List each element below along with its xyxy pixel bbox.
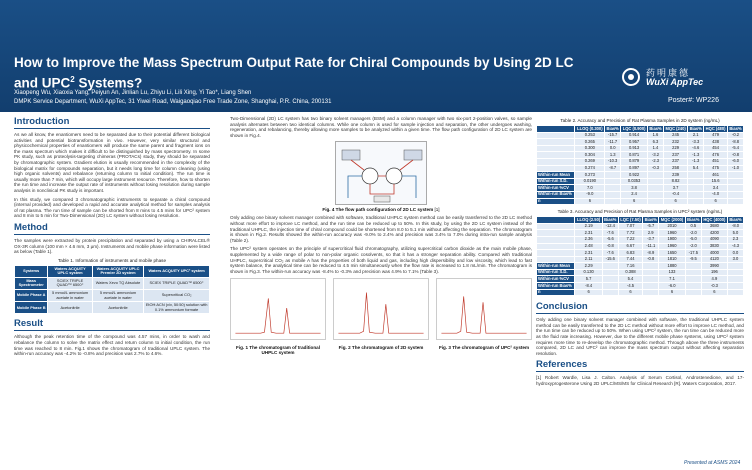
table-row: [537, 152, 744, 159]
table-cell: [688, 198, 704, 205]
table-cell: -7.6: [602, 250, 618, 257]
middle-column: [230, 116, 532, 355]
summary-label: n: [537, 289, 575, 296]
table-header-cell: Waters ACQUITY UPLC Premier 2D system: [92, 265, 143, 277]
table-row: [537, 223, 744, 230]
table-cell: Acetonitrile: [48, 302, 92, 314]
table-cell: 3830: [701, 243, 727, 250]
table-cell: [605, 191, 621, 198]
table-cell: [602, 263, 618, 270]
table-cell: 1960: [659, 230, 686, 237]
table-cell: -15.7: [605, 132, 621, 139]
table-cell: -0.8: [643, 256, 659, 263]
table-cell: -0.4: [663, 191, 687, 198]
table-cell: [605, 172, 621, 179]
table-cell: -5.6: [602, 236, 618, 243]
table-cell: [727, 198, 743, 205]
table-cell: 196: [701, 269, 727, 276]
table-cell: [685, 289, 701, 296]
conclusion-paragraph: Only adding one binary solvent manager combined with software, the traditional UHPLC system method can be easily transferred to the 2D LC method without more effort to improve LC method, and the run time can be reduced up to 50%. When using UPC² system, the run time can be reduced more as the fluid rate increasing. However, due to the different mobile phase systems, using UPC² system requires more time to re-develop the chromatographic method. Through above the three instruments compared, 2D LC and UPC² can improve the mass spectrum output without affecting separation resolution.: [536, 317, 744, 356]
table-cell: [727, 191, 743, 198]
table-cell: 461: [704, 172, 728, 179]
table-cell: [727, 276, 743, 283]
table-cell: 451: [704, 158, 728, 165]
table-cell: -17.5: [685, 250, 701, 257]
right-column: [536, 116, 744, 390]
table-cell: 2.36: [575, 236, 602, 243]
table-cell: 6.83: [618, 250, 643, 257]
table-cell: 0.253: [575, 132, 605, 139]
table-cell: -8.4: [575, 283, 602, 290]
table-cell: 2.9: [643, 230, 659, 237]
logo-english-text: WuXi AppTec: [646, 77, 704, 87]
table-cell: -1.0: [727, 165, 743, 172]
table-cell: 2.29: [575, 263, 602, 270]
introduction-heading: Introduction: [14, 116, 210, 129]
table-header-cell: Bias%: [606, 125, 619, 131]
table-cell: -6.0: [727, 158, 743, 165]
table-cell: 0.0: [605, 145, 621, 152]
table-header-cell: [537, 126, 575, 133]
table-cell: 0.897: [621, 165, 648, 172]
summary-label: Within-run Bias%: [537, 283, 575, 290]
table-cell: -15.6: [602, 256, 618, 263]
table-cell: [685, 276, 701, 283]
table-row: [537, 236, 744, 243]
result-paragraph: Although the peak retention time of the compound was 4.57 mins, in order to wash and rebalance the column to solve the matrix effect and return column to initial condition, the run time was reached to 8 min. Fig.1 shows the chromatogram of traditional UPLC system. The within-run accuracy was -4.2% to -0.8% and precision was 2.7% to 4.6%.: [14, 334, 210, 357]
introduction-paragraph-2: In this study, we compared 3 chromatographic instruments to separate a chiral compound (internal provided) and developed a rapid and accurate analytical method for samples analysis of rat plasma. The run time of sample can be shorted from 8 mins to 4.5 mins for UPC² system and 8 min to 5 min for Two-Dimensional (2D) LC system without losing resolution.: [14, 196, 210, 219]
table-cell: 2.1: [688, 132, 704, 139]
table-cell: 4090: [701, 236, 727, 243]
table-cell: Acetonitrile: [92, 302, 143, 314]
table-cell: 0.130: [575, 269, 602, 276]
table-cell: 4.9: [701, 276, 727, 283]
table-cell: 1650: [659, 250, 686, 257]
table-cell: [537, 152, 575, 159]
table-cell: -5.4: [727, 145, 743, 152]
table-cell: -0.3: [701, 283, 727, 290]
poster-title: How to Improve the Mass Spectrum Output Rate for Chiral Compounds by Using 2D LC and UPC$^2$ Systems?: [14, 55, 574, 91]
table-cell: 0.304: [575, 152, 605, 159]
table-cell: -0.8: [727, 152, 743, 159]
table-cell: -0.3: [648, 165, 664, 172]
table-cell: [537, 230, 575, 237]
fig1-caption: Fig. 1 The chromatogram of traditional UHPLC system: [236, 345, 320, 356]
table-cell: 5 mmol/L ammonium acetate in water: [92, 290, 143, 302]
table-cell: 6: [621, 198, 648, 205]
method-paragraph: The samples were extracted by protein precipitation and separated by using a CHIRALCEL® OX-3R column (100 mm × 4.6 mm, 3 μm). Instruments and mobile phase information were listed as below (Table 1).: [14, 237, 210, 255]
table-cell: 6: [575, 198, 605, 205]
table-cell: [648, 191, 664, 198]
table-cell: 0.913: [621, 145, 648, 152]
table-cell: 0.914: [621, 132, 648, 139]
table-cell: 1.4: [648, 145, 664, 152]
table-cell: -2.3: [648, 158, 664, 165]
table-cell: 237: [663, 152, 687, 159]
table-cell: -4.5: [618, 283, 643, 290]
fig3-caption: Fig. 3 The chromatogram of UPC² system: [438, 345, 530, 351]
table-cell: 239: [663, 172, 687, 179]
table-header-cell: LLOQ (0.300): [575, 126, 605, 133]
table-cell: [727, 269, 743, 276]
summary-row: [537, 172, 744, 179]
table-cell: -1.3: [688, 158, 704, 165]
table-cell: -4.6: [688, 145, 704, 152]
upc2-paragraph: The UPC² system operates on the principle of supercritical fluid chromatography, utilizing supercritical carbon dioxide as the main mobile phase, supplemented by a wide range of polar to non-polar organic cosolvents, so that it has a stronger separation ability. Compared with traditional UHPLC, supercritical CO₂ as mobile A has the properties of both liquid and gas, including high dispersibility and low viscosity, which lead to fast system balance, the analytical time can be reduced to 4.5 min simultaneously when the flow rate is increased to 1.8 mL/min. The chromatogram is shown in Fig.3. The within-run accuracy was -8.4% to -0.3% and precision was 4.9% to 7.1% (Table 3).: [230, 246, 532, 274]
2d-lc-results-paragraph: Only adding one binary solvent manager combined with software, traditional UHPLC system method can be easily transferred to the 2D LC method without more effort to improve LC method, and the run time can be reduced up to 50%. In this study, by using the 2D LC system instead of the traditional UHPLC, the injection time of chiral compound could be shortened from 8.0 to 5.1 min without affecting the separation. The chromatogram is shown in Fig.2. Results showed the within-run accuracy was -9.0% to 2.4% and precision was 3.4% to 7.0% during intra-run sample analysis (Table 2).: [230, 215, 532, 243]
table-cell: 258: [663, 165, 687, 172]
table-row: [537, 145, 744, 152]
table-header-cell: Bias%: [649, 125, 662, 131]
table-header-cell: MQC (2000): [659, 217, 686, 224]
table-row: [15, 277, 210, 289]
row-header-cell: Mobile Phase A: [15, 290, 48, 302]
introduction-paragraph-1: As we all know, the enantiomers need to be separated due to their potential different biological activities and potential biotransformation in vivo. However, very similar structural and physicochemical properties of enantiomers will produce the same parent and fragment ions on the mass spectrum which makes it difficult to be distinguished by mass spectrometry. In some PK study, such as proteolysis-targeting chimeras (PROTACs) study, they should be separated by chromatographic system. Gradient elution is usually recommended in the complexity of the biological matrix for compounds separation, but it needs long time for column cleaning (using high organic solvents) and rebalance (returning column to initial condition). The run time is usually more than 7 min, which will occupy large instrument resource. Therefore, how to shorten the run time and increase the output rate of instruments without losing resolution during sample analysis in nonclinical PK study is important.: [14, 132, 210, 193]
summary-row: [537, 191, 744, 198]
table-cell: 7.07: [618, 223, 643, 230]
table-cell: -5.0: [685, 236, 701, 243]
table-cell: -2.0: [685, 243, 701, 250]
fig3-chromatogram: [436, 278, 532, 355]
table2-caption: Table 2. Accuracy and Precision of Rat Plasma Samples in 2D system (ng/mL): [560, 118, 720, 123]
header-banner: [0, 0, 752, 112]
table-cell: -4.3: [727, 243, 743, 250]
table-cell: [537, 132, 575, 139]
table-cell: 476: [704, 152, 728, 159]
table-header-cell: Bias%: [604, 216, 617, 222]
footer-note: Presented at ASMS 2024: [684, 460, 741, 466]
table-cell: 1900: [659, 236, 686, 243]
summary-row: [537, 276, 744, 283]
table-cell: [643, 276, 659, 283]
table-cell: 0.0: [727, 250, 743, 257]
table-cell: 232: [663, 139, 687, 146]
table-cell: -8.9: [643, 250, 659, 257]
table-row: [15, 302, 210, 314]
summary-label: Within-run Mean: [537, 263, 575, 270]
company-logo: [622, 66, 740, 90]
fig2-chromatogram: [333, 278, 429, 355]
table-header-cell: Systems: [15, 265, 48, 277]
table-cell: 438: [704, 139, 728, 146]
table-cell: [537, 223, 575, 230]
table-cell: 0.269: [575, 158, 605, 165]
table-cell: 3.7: [663, 185, 687, 192]
table-cell: 0.957: [621, 139, 648, 146]
references-heading: References: [536, 359, 744, 372]
table-cell: [537, 139, 575, 146]
table-header-cell: Bias%: [729, 125, 742, 131]
table-cell: 8.82: [663, 178, 687, 185]
table-cell: [727, 289, 743, 296]
table-cell: -0.2: [727, 132, 743, 139]
summary-row: [537, 269, 744, 276]
authors: Xiaopeng Wu, Xiaoxia Yang, Peiyun An, Jinlian Lu, Zhiyu Li, Lili Xing, Yi Tao*, Liang Shen: [14, 90, 252, 96]
logo-chinese-text: 药明康德: [646, 69, 691, 79]
table-cell: -4.0: [704, 191, 728, 198]
table-cell: [688, 172, 704, 179]
table-cell: -1.3: [688, 152, 704, 159]
summary-label: Within-run S.D.: [537, 178, 575, 185]
table-cell: -9.0: [575, 191, 605, 198]
summary-label: Within-run %CV: [537, 276, 575, 283]
table-cell: 245: [663, 132, 687, 139]
result-heading: Result: [14, 318, 210, 331]
table-cell: 4200: [701, 230, 727, 237]
table-header-cell: Bias%: [644, 216, 657, 222]
table1-caption: Table 1. Information of instruments and mobile phase: [57, 257, 166, 263]
table-cell: [688, 178, 704, 185]
table-cell: [537, 250, 575, 257]
table-cell: 0.0190: [575, 178, 605, 185]
table-cell: [648, 178, 664, 185]
summary-row: [537, 289, 744, 296]
table-cell: [537, 256, 575, 263]
table-cell: [602, 269, 618, 276]
table-cell: 7.0: [575, 185, 605, 192]
table-cell: 2.31: [575, 250, 602, 257]
table-cell: 1810: [659, 256, 686, 263]
table-cell: [537, 158, 575, 165]
table-cell: 2.4: [621, 191, 648, 198]
summary-label: n: [537, 198, 575, 205]
table-cell: 7.1: [659, 276, 686, 283]
summary-label: Within-run Bias%: [537, 191, 575, 198]
table-cell: 5.7: [575, 276, 602, 283]
table-cell: 6: [704, 198, 728, 205]
table-cell: [688, 191, 704, 198]
table-header-cell: Bias%: [729, 216, 742, 222]
table-cell: -5.7: [643, 223, 659, 230]
summary-label: Within-run %CV: [537, 185, 575, 192]
table-cell: 479: [704, 132, 728, 139]
table-cell: [605, 198, 621, 205]
table-cell: 6: [575, 289, 602, 296]
table-row: [537, 243, 744, 250]
table-cell: [537, 165, 575, 172]
table3-caption: Table 3. Accuracy and Precision of Rat Plasma Samples in UPC² system (ng/mL): [557, 209, 723, 215]
poster-number: Poster#: WP226: [668, 97, 719, 104]
table-cell: [727, 178, 743, 185]
table-cell: EtOH:ACN (v/v, 50:50) solution with 0.1% ammonium formate: [144, 302, 210, 314]
table-cell: 5 mmol/L ammonium acetate in water: [48, 290, 92, 302]
table-cell: [605, 185, 621, 192]
table-cell: [727, 283, 743, 290]
table-cell: 0.879: [621, 158, 648, 165]
table-cell: [648, 198, 664, 205]
table-cell: [685, 263, 701, 270]
table-cell: SCIEX TRIPLE QUAD™ 6500⁺: [48, 277, 92, 289]
table-cell: 0.922: [621, 172, 648, 179]
table-cell: 6.3: [648, 139, 664, 146]
table-cell: 0.871: [621, 152, 648, 159]
table-cell: 6: [663, 198, 687, 205]
summary-label: Within-run S.D.: [537, 269, 575, 276]
table-cell: [685, 269, 701, 276]
table-header-cell: HQC (4000): [701, 217, 727, 224]
table-cell: [643, 283, 659, 290]
table-row: [537, 158, 744, 165]
table-header-cell: MQC (240): [663, 126, 687, 133]
table-cell: 6: [659, 289, 686, 296]
table-cell: 7.44: [618, 256, 643, 263]
summary-row: [537, 263, 744, 270]
table-cell: 0.388: [618, 269, 643, 276]
table-cell: 0.0353: [621, 178, 648, 185]
table-cell: -3.3: [688, 139, 704, 146]
table-cell: [727, 172, 743, 179]
table-cell: -8.0: [727, 223, 743, 230]
table2: [536, 125, 744, 205]
table-cell: -6.0: [659, 283, 686, 290]
table-cell: 2.3: [727, 236, 743, 243]
table-cell: 2.48: [575, 243, 602, 250]
table-cell: 1.6: [648, 132, 664, 139]
table-cell: [537, 145, 575, 152]
table-header-cell: Bias%: [689, 125, 702, 131]
table-row: [15, 290, 210, 302]
table-cell: 5.4: [618, 276, 643, 283]
table-row: [537, 165, 744, 172]
summary-row: [537, 185, 744, 192]
table-cell: 1.3: [605, 152, 621, 159]
logo-icon: [622, 68, 640, 86]
table-cell: 0.5: [685, 223, 701, 230]
table-cell: [643, 263, 659, 270]
table-cell: 0.300: [575, 145, 605, 152]
2d-lc-paragraph: Two-Dimensional (2D) LC system has two binary solvent managers (BSM) and a column manager with two six-port 2-position valves, so sample analysis alternates between two identical columns. While one column is used for sample injection and separation, the other undergoes washing, regeneration, and rebalancing, thereby allowing more samples to be analyzed within a given time. The flow path configuration of 2D LC system are shown in Fig.4.: [230, 116, 532, 138]
table-cell: Supercritical CO₂: [144, 290, 210, 302]
table-cell: 5.4: [688, 165, 704, 172]
table-header-cell: [537, 217, 575, 224]
table-cell: 2.19: [575, 223, 602, 230]
instruments-table: [14, 265, 210, 315]
table-cell: -11.1: [643, 243, 659, 250]
table-cell: -12.4: [602, 223, 618, 230]
table-cell: -8.8: [727, 139, 743, 146]
fig2-caption: Fig. 2 The chromatogram of 2D system: [338, 345, 424, 351]
reference-1: [1] Robert Wardle, Lisa J. Calton. Analysis of Serum Cortisol, Androstenedione, and 17-hydroxyprogesterone Using 2D UPLC/MS/MS for Clinical Research [R]. Waters Corporation, 2017.: [536, 375, 744, 386]
table-cell: [602, 289, 618, 296]
table-row: [537, 132, 744, 139]
table-row: [537, 256, 744, 263]
table-cell: [643, 269, 659, 276]
table-cell: -0.8: [602, 243, 618, 250]
summary-row: [537, 178, 744, 185]
fig4-caption: Fig. 4 The flow path configuration of 2D LC system [1]: [322, 207, 440, 213]
table-cell: 0.273: [575, 172, 605, 179]
row-header-cell: Mobile Phase B: [15, 302, 48, 314]
table-cell: 6: [618, 289, 643, 296]
table-cell: 3990: [701, 263, 727, 270]
table-cell: 2.31: [575, 230, 602, 237]
table-cell: 0.274: [575, 165, 605, 172]
table-header-cell: HQC (480): [705, 125, 726, 131]
table-cell: [605, 178, 621, 185]
table-header-cell: Waters ACQUITY UPC² system: [144, 265, 210, 277]
chromatograms-row: [230, 278, 532, 355]
table-cell: SCIEX TRIPLE QUAD™ 6500⁺: [144, 277, 210, 289]
table-cell: -10.3: [605, 158, 621, 165]
table-cell: 15.6: [704, 178, 728, 185]
table-cell: 7.72: [618, 230, 643, 237]
table-cell: [643, 289, 659, 296]
table-cell: 454: [704, 145, 728, 152]
summary-row: [537, 283, 744, 290]
table-cell: [727, 185, 743, 192]
table-cell: [537, 243, 575, 250]
table-cell: 3680: [701, 223, 727, 230]
table-header-cell: LLOQ (2.50): [575, 217, 602, 224]
left-column: [14, 116, 210, 360]
table-cell: -3.7: [643, 236, 659, 243]
table-header-cell: LQC (0.900): [621, 126, 648, 133]
table-cell: -8.7: [605, 165, 621, 172]
flow-path-diagram: [335, 141, 427, 205]
table-cell: 1880: [659, 263, 686, 270]
table-cell: [727, 263, 743, 270]
fig1-chromatogram: [230, 278, 326, 355]
method-heading: Method: [14, 222, 210, 235]
table-cell: 3.0: [727, 256, 743, 263]
table-cell: 7.16: [618, 263, 643, 270]
table-cell: 4000: [701, 250, 727, 257]
table-cell: -7.6: [602, 230, 618, 237]
table-header-cell: Waters ACQUITY UPLC system: [48, 265, 92, 277]
table-cell: 2.11: [575, 256, 602, 263]
table-cell: Waters Xevo TQ Absolute: [92, 277, 143, 289]
table-cell: [602, 283, 618, 290]
table-cell: -11.7: [605, 139, 621, 146]
table-cell: 1960: [659, 243, 686, 250]
table-cell: 229: [663, 145, 687, 152]
table-cell: 237: [663, 158, 687, 165]
table-cell: [648, 185, 664, 192]
table-cell: -3.2: [648, 152, 664, 159]
table-cell: -2.0: [685, 230, 701, 237]
table-cell: 133: [659, 269, 686, 276]
table3: [536, 216, 744, 296]
row-header-cell: Mass Spectrometer: [15, 277, 48, 289]
table-header-cell: Bias%: [687, 216, 700, 222]
table-cell: 475: [704, 165, 728, 172]
table-cell: [648, 172, 664, 179]
table-header-cell: LQC (7.50): [618, 217, 643, 224]
summary-label: Within-run Mean: [537, 172, 575, 179]
table-cell: 5.0: [727, 230, 743, 237]
table-row: [537, 230, 744, 237]
table-cell: [688, 185, 704, 192]
table-cell: 6.67: [618, 243, 643, 250]
affiliation: DMPK Service Department, WuXi AppTec, 31 Yiwei Road, Waigaoqiao Free Trade Zone, Shanghai, P.R. China, 200131: [14, 99, 332, 105]
table-cell: [602, 276, 618, 283]
table-cell: 3.4: [704, 185, 728, 192]
table-cell: 6: [701, 289, 727, 296]
conclusion-heading: Conclusion: [536, 301, 744, 314]
table-cell: 2010: [659, 223, 686, 230]
table-cell: -9.5: [685, 256, 701, 263]
table-row: [537, 139, 744, 146]
table-cell: 7.22: [618, 236, 643, 243]
table-cell: 0.265: [575, 139, 605, 146]
table-cell: [537, 236, 575, 243]
summary-row: [537, 198, 744, 205]
table-row: [537, 250, 744, 257]
table-cell: [685, 283, 701, 290]
table-cell: 4120: [701, 256, 727, 263]
table-cell: 3.8: [621, 185, 648, 192]
